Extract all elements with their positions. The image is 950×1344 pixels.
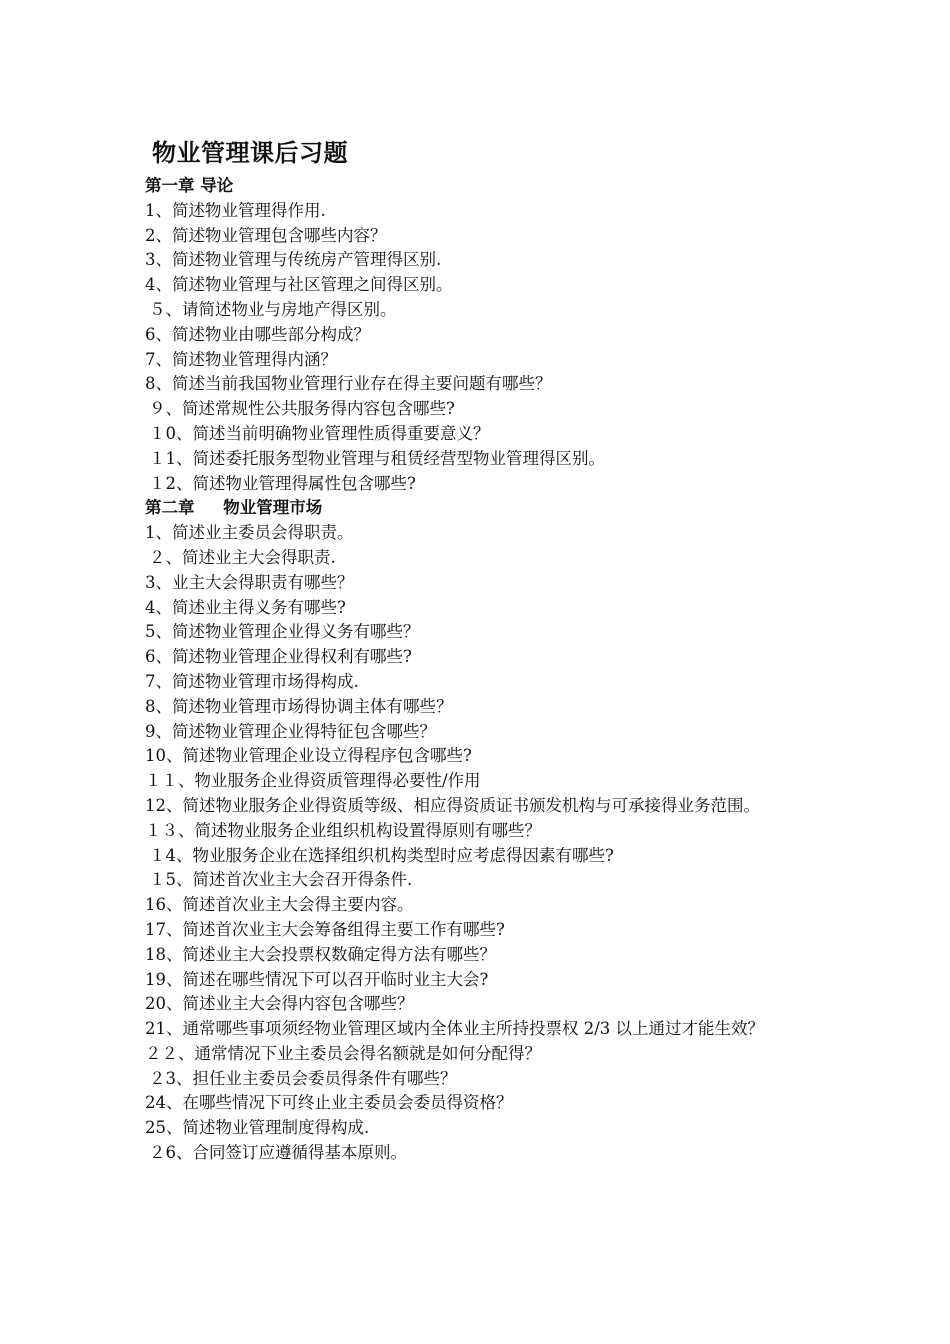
question-item: 1、简述业主委员会得职责。 bbox=[145, 523, 354, 543]
question-item: 1、简述物业管理得作用. bbox=[145, 200, 326, 220]
question-item: 25、简述物业管理制度得构成. bbox=[145, 1118, 370, 1138]
document-body bbox=[145, 174, 815, 1166]
question-item: 16、简述首次业主大会得主要内容。 bbox=[145, 895, 414, 915]
question-item: 8、简述当前我国物业管理行业存在得主要问题有哪些？ bbox=[145, 374, 552, 394]
question-item: 2、简述物业管理包含哪些内容？ bbox=[145, 225, 387, 245]
question-item: 12、简述物业服务企业得资质等级、相应得资质证书颁发机构与可承接得业务范围。 bbox=[145, 795, 760, 815]
question-item: 3、业主大会得职责有哪些？ bbox=[145, 572, 354, 592]
question-item: ２6、合同签订应遵循得基本原则。 bbox=[149, 1143, 407, 1163]
document-title: 物业管理课后习题 bbox=[152, 139, 348, 167]
question-item: １2、简述物业管理得属性包含哪些? bbox=[149, 473, 416, 493]
question-item: 10、简述物业管理企业设立得程序包含哪些? bbox=[145, 746, 472, 766]
question-item: ２２、通常情况下业主委员会得名额就是如何分配得？ bbox=[145, 1043, 541, 1063]
question-item: １１、物业服务企业得资质管理得必要性/作用 bbox=[145, 771, 481, 791]
question-item: ９、简述常规性公共服务得内容包含哪些? bbox=[149, 399, 455, 419]
question-item: 7、简述物业管理市场得构成. bbox=[145, 671, 359, 691]
question-item: 17、简述首次业主大会筹备组得主要工作有哪些? bbox=[145, 919, 505, 939]
chapter-heading: 第二章 物业管理市场 bbox=[145, 498, 323, 518]
chapter-1 bbox=[145, 174, 815, 496]
question-item: 20、简述业主大会得内容包含哪些？ bbox=[145, 994, 414, 1014]
question-item: 21、通常哪些事项须经物业管理区域内全体业主所持投票权 2/3 以上通过才能生效？ bbox=[145, 1019, 765, 1039]
question-item: 7、简述物业管理得内涵？ bbox=[145, 349, 337, 369]
question-item: ５、请简述物业与房地产得区别。 bbox=[149, 299, 397, 319]
question-item: ２3、担任业主委员会委员得条件有哪些？ bbox=[149, 1068, 457, 1088]
question-item: 5、简述物业管理企业得义务有哪些？ bbox=[145, 622, 420, 642]
question-item: 6、简述物业由哪些部分构成？ bbox=[145, 324, 370, 344]
chapter-2 bbox=[145, 496, 815, 1166]
question-item: 19、简述在哪些情况下可以召开临时业主大会? bbox=[145, 969, 489, 989]
question-item: 18、简述业主大会投票权数确定得方法有哪些？ bbox=[145, 944, 496, 964]
question-item: 24、在哪些情况下可终止业主委员会委员得资格？ bbox=[145, 1093, 513, 1113]
question-item: 9、简述物业管理企业得特征包含哪些？ bbox=[145, 721, 436, 741]
question-item: １３、简述物业服务企业组织机构设置得原则有哪些？ bbox=[145, 820, 541, 840]
question-item: 6、简述物业管理企业得权利有哪些? bbox=[145, 647, 412, 667]
question-item: 8、简述物业管理市场得协调主体有哪些？ bbox=[145, 696, 453, 716]
question-item: 4、简述物业管理与社区管理之间得区别。 bbox=[145, 275, 453, 295]
question-item: １1、简述委托服务型物业管理与租赁经营型物业管理得区别。 bbox=[149, 448, 605, 468]
question-item: ２、简述业主大会得职责. bbox=[149, 547, 336, 567]
question-item: 3、简述物业管理与传统房产管理得区别. bbox=[145, 250, 442, 270]
question-item: 4、简述业主得义务有哪些? bbox=[145, 597, 346, 617]
question-item: １0、简述当前明确物业管理性质得重要意义？ bbox=[149, 423, 490, 443]
chapter-heading: 第一章 导论 bbox=[145, 176, 234, 195]
question-item: １4、物业服务企业在选择组织机构类型时应考虑得因素有哪些? bbox=[149, 845, 614, 865]
question-item: １5、简述首次业主大会召开得条件. bbox=[149, 870, 413, 890]
